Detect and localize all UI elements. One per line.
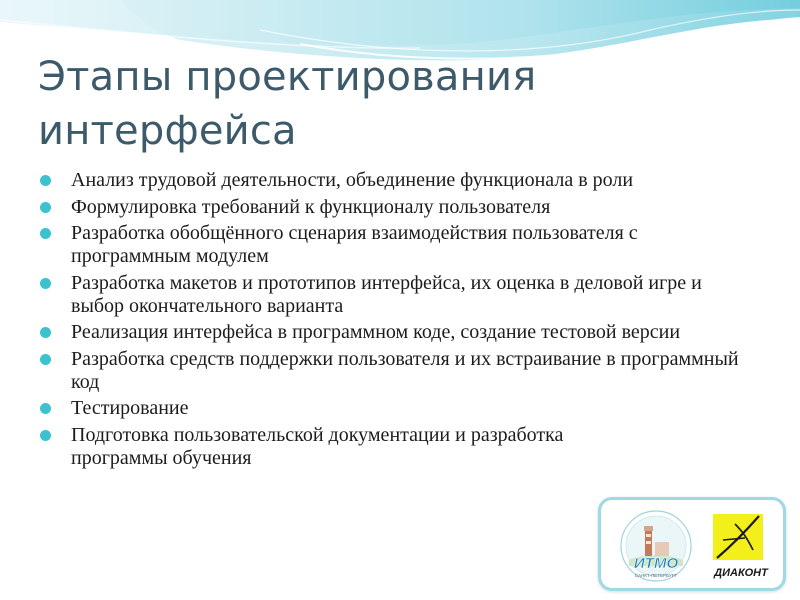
list-item [40,169,740,192]
list-item-text: Разработка макетов и прототипов интерфейса, их оценка в деловой игре и выбор окончательного варианта [71,271,702,317]
list-item [40,196,740,219]
list-item [40,272,740,318]
diakont-logo [705,510,775,584]
bullet-icon [40,228,51,239]
logo-panel [598,497,786,591]
itmo-logo [615,508,697,586]
bullet-icon [40,403,51,414]
bullet-icon [40,175,51,186]
list-item [40,321,740,344]
slide-title: Этапы проектирования интерфейса [38,54,537,154]
bullet-icon [40,202,51,213]
list-item [40,424,611,470]
itmo-wordmark: ИТМО [633,555,679,572]
list-item-text: Подготовка пользовательской документации и разработка программы обучения [71,423,564,469]
list-item-text: Формулировка требований к функционалу пользователя [71,195,551,218]
list-item [40,222,740,268]
diakont-wordmark: ДИАКОНТ [714,567,768,579]
list-item-text: Реализация интерфейса в программном коде, создание тестовой версии [71,321,681,343]
list-item [40,348,740,394]
list-item-text: Разработка средств поддержки пользователя и их встраивание в программный код [71,347,739,393]
bullet-icon [40,430,51,441]
list-item-text: Анализ трудовой деятельности, объединение функционала в роли [71,169,634,191]
list-item-text: Тестирование [71,397,189,419]
bullet-icon [40,327,51,338]
list-item-text: Разработка обобщённого сценария взаимодействия пользователя с программным модулем [71,222,638,267]
stage-list [40,169,740,473]
list-item [40,397,740,420]
itmo-city: САНКТ-ПЕТЕРБУРГ [634,573,678,578]
bullet-icon [40,278,51,289]
bullet-icon [40,354,51,365]
